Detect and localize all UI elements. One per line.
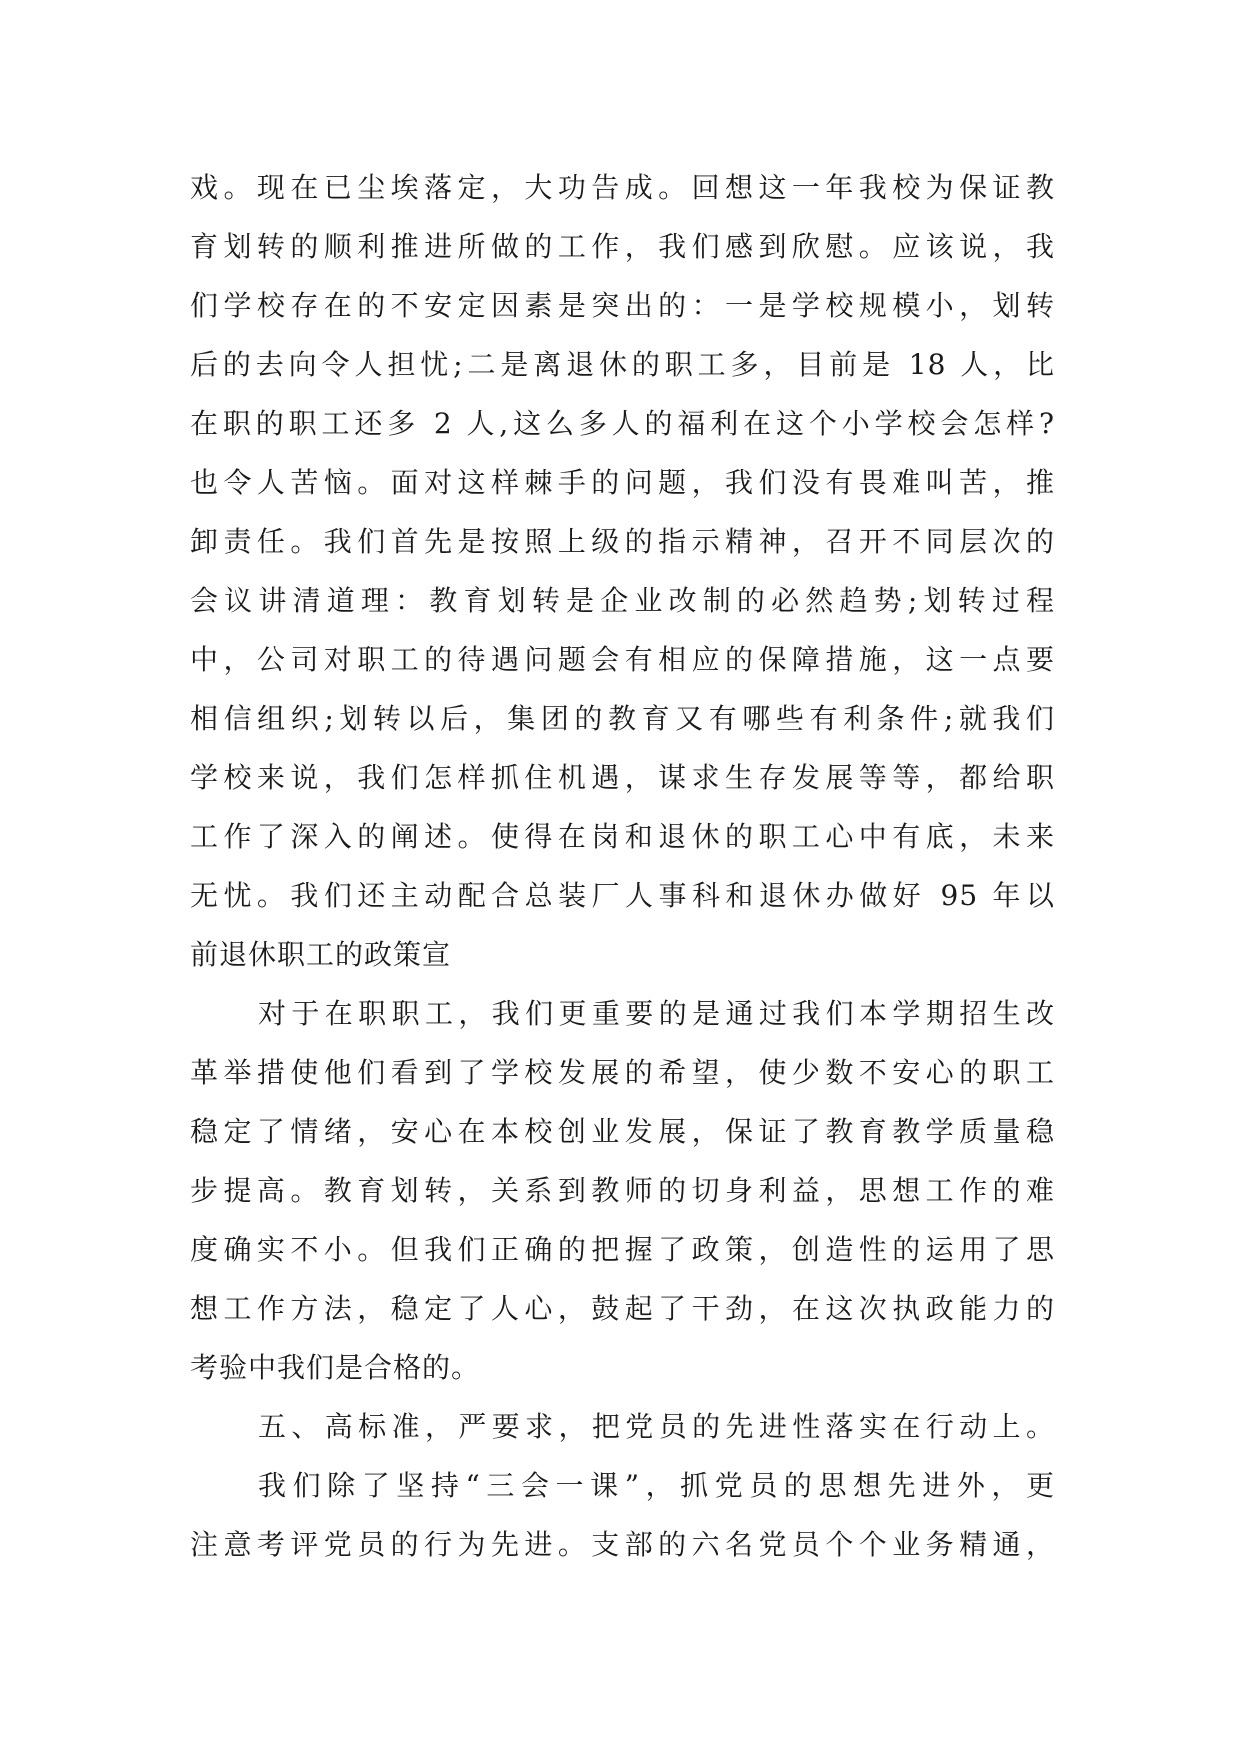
text-line: 相信组织;划转以后，集团的教育又有哪些有利条件;就我们 <box>190 702 1055 735</box>
text-line: 会议讲清道理：教育划转是企业改制的必然趋势;划转过程 <box>190 584 1055 617</box>
text-line: 也令人苦恼。面对这样棘手的问题，我们没有畏难叫苦，推 <box>190 466 1055 499</box>
text-line: 革举措使他们看到了学校发展的希望，使少数不安心的职工 <box>190 1056 1055 1089</box>
text-line: 卸责任。我们首先是按照上级的指示精神，召开不同层次的 <box>190 525 1055 558</box>
section-heading: 五、高标准，严要求，把党员的先进性落实在行动上。 <box>258 1410 1055 1443</box>
text-line: 中，公司对职工的待遇问题会有相应的保障措施，这一点要 <box>190 643 1055 676</box>
text-line: 度确实不小。但我们正确的把握了政策，创造性的运用了思 <box>190 1233 1055 1266</box>
text-line: 想工作方法，稳定了人心，鼓起了干劲，在这次执政能力的 <box>190 1292 1055 1325</box>
text-line: 稳定了情绪，安心在本校创业发展，保证了教育教学质量稳 <box>190 1115 1055 1148</box>
text-line: 前退休职工的政策宣 <box>190 938 452 971</box>
text-line: 后的去向令人担忧;二是离退休的职工多，目前是 18 人，比 <box>190 348 1055 381</box>
paragraph-first-line: 我们除了坚持“三会一课”，抓党员的思想先进外，更 <box>258 1469 1055 1502</box>
text-line: 注意考评党员的行为先进。支部的六名党员个个业务精通， <box>190 1528 1055 1561</box>
text-line: 考验中我们是合格的。 <box>190 1351 481 1384</box>
text-line: 们学校存在的不安定因素是突出的：一是学校规模小，划转 <box>190 289 1055 322</box>
text-line: 工作了深入的阐述。使得在岗和退休的职工心中有底，未来 <box>190 820 1055 853</box>
text-line: 无忧。我们还主动配合总装厂人事科和退休办做好 95 年以 <box>190 879 1055 912</box>
text-line: 步提高。教育划转，关系到教师的切身利益，思想工作的难 <box>190 1174 1055 1207</box>
body-text <box>190 158 1055 1574</box>
text-line: 学校来说，我们怎样抓住机遇，谋求生存发展等等，都给职 <box>190 761 1055 794</box>
text-line: 在职的职工还多 2 人,这么多人的福利在这个小学校会怎样? <box>190 407 1055 440</box>
text-line: 育划转的顺利推进所做的工作，我们感到欣慰。应该说，我 <box>190 230 1055 263</box>
text-line: 戏。现在已尘埃落定，大功告成。回想这一年我校为保证教 <box>190 171 1055 204</box>
paragraph-first-line: 对于在职职工，我们更重要的是通过我们本学期招生改 <box>258 997 1055 1030</box>
